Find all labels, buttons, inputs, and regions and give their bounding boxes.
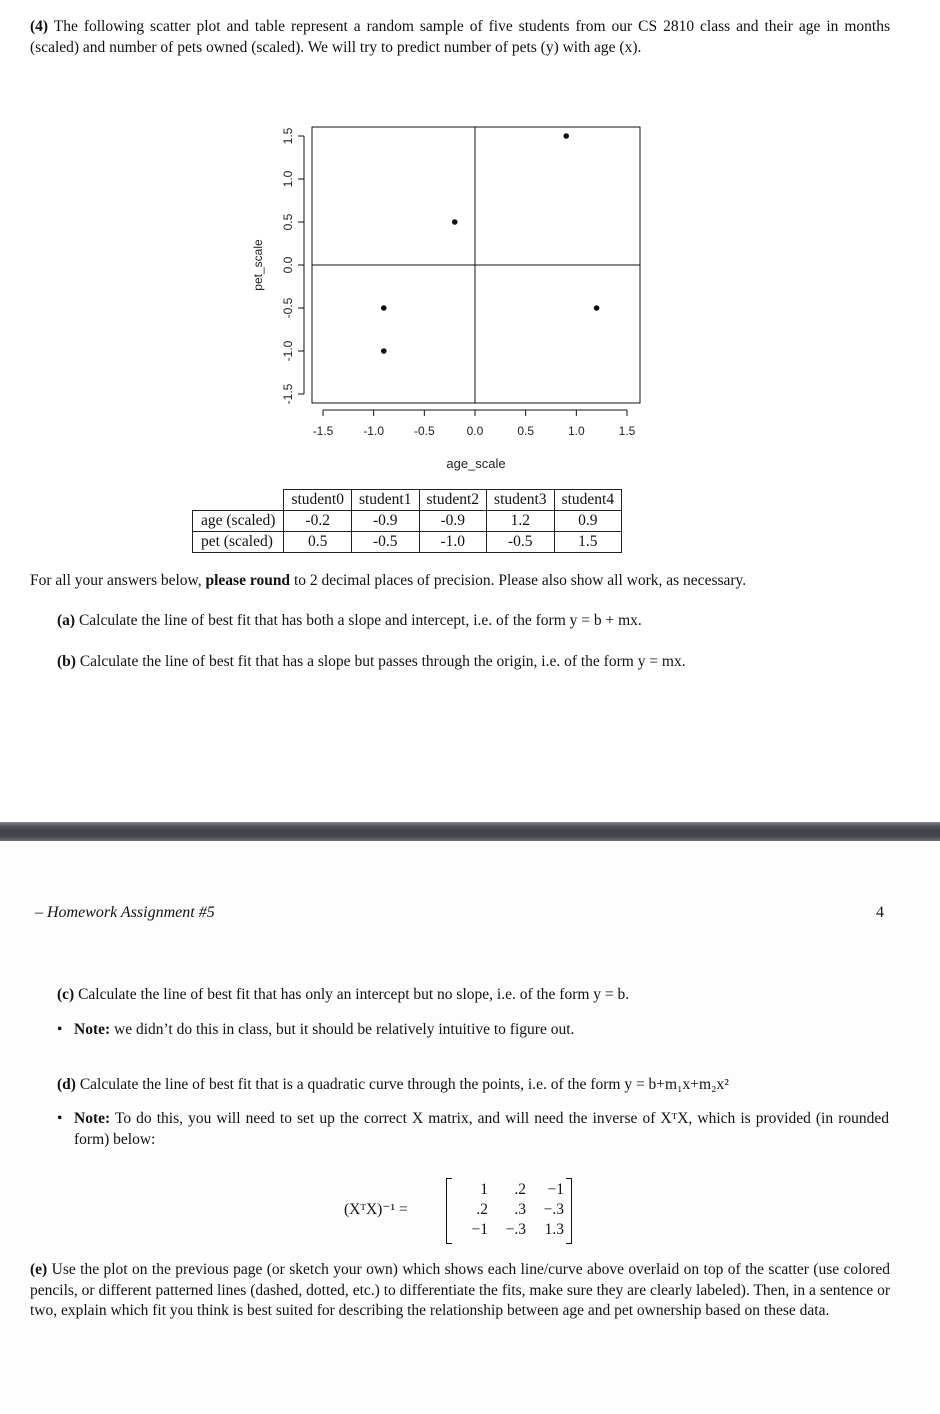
table-corner (193, 490, 284, 511)
part-b-label: (b) (57, 653, 76, 670)
matrix-row (452, 1220, 566, 1240)
note-d (57, 1109, 892, 1153)
part-a (57, 611, 897, 632)
x-tick-label: -1.0 (363, 424, 385, 438)
reference-lines (312, 127, 640, 403)
x-tick-label: 0.0 (466, 424, 484, 438)
matrix-cell: .2 (476, 1201, 488, 1218)
x-tick-label: 0.5 (517, 424, 535, 438)
table-header-cell: student3 (487, 490, 555, 511)
y-tick-label: 1.0 (281, 170, 295, 188)
part-c (57, 985, 897, 1006)
matrix-row (452, 1200, 566, 1220)
part-c-label: (c) (57, 986, 75, 1003)
table-header-cell: student0 (284, 490, 352, 511)
scatter-plot (240, 110, 660, 480)
y-tick-label: 0.5 (281, 213, 295, 231)
x-tick-label: -1.5 (312, 424, 334, 438)
problem-intro-text: The following scatter plot and table represent a random sample of five students from our CS 2810 class and their age in months (scaled) and number of pets owned (scaled). We will try to predict number of pets (y) with age (x). (30, 18, 890, 56)
part-d-label: (d) (57, 1076, 76, 1093)
table-row-label: pet (scaled) (193, 532, 284, 553)
part-b-text: Calculate the line of best fit that has a slope but passes through the origin, i.e. of the form y = mx. (79, 653, 686, 670)
table-cell: -0.5 (351, 532, 419, 553)
x-axis (313, 410, 636, 438)
data-point (381, 305, 387, 311)
table-row-pet (193, 532, 622, 553)
table-cell: -1.0 (419, 532, 487, 553)
matrix-right-bracket (566, 1178, 572, 1244)
note-c (57, 1020, 892, 1042)
instructions-pre: For all your answers below, (30, 572, 202, 589)
table-cell: -0.5 (487, 532, 555, 553)
table-cell: 0.5 (284, 532, 352, 553)
matrix-cell: −1 (471, 1221, 488, 1238)
note-c-body (74, 1020, 889, 1041)
matrix-grid (452, 1180, 566, 1240)
problem-intro (30, 17, 890, 58)
part-c-text: Calculate the line of best fit that has only an intercept but no slope, i.e. of the form y = b. (78, 986, 630, 1003)
note-label: Note: (74, 1110, 111, 1127)
footer-title: – Homework Assignment #5 (35, 904, 215, 921)
part-a-label: (a) (57, 612, 76, 629)
table-cell: -0.9 (351, 511, 419, 532)
part-e-label: (e) (30, 1261, 48, 1278)
table-header-cell: student1 (351, 490, 419, 511)
bullet-icon: • (57, 1110, 63, 1127)
note-d-body (74, 1109, 889, 1150)
y-tick-label: 1.5 (281, 127, 295, 145)
note-label: Note: (74, 1021, 111, 1038)
y-tick-label: -1.0 (281, 340, 295, 362)
part-d (57, 1075, 897, 1096)
y-axis (281, 127, 304, 404)
matrix-cell: −.3 (543, 1201, 564, 1218)
y-tick-label: -1.5 (281, 383, 295, 405)
note-d-text: To do this, you will need to set up the correct X matrix, and will need the inverse of XᵀX, which is provided (in rounded form) below: (74, 1110, 889, 1148)
problem-number: (4) (30, 18, 49, 35)
data-table (192, 489, 622, 553)
matrix-cell: .3 (514, 1201, 526, 1218)
data-point (452, 219, 458, 225)
table-cell: -0.2 (284, 511, 352, 532)
matrix-row (452, 1180, 566, 1200)
x-axis-label: age_scale (446, 456, 506, 471)
part-a-text: Calculate the line of best fit that has both a slope and intercept, i.e. of the form y = b + mx. (78, 612, 642, 629)
instructions-bold: please round (205, 572, 291, 589)
part-d-text: Calculate the line of best fit that is a quadratic curve through the points, i.e. of the form y = b+m₁x+m₂x² (79, 1076, 729, 1093)
table-cell: 1.2 (487, 511, 555, 532)
instructions (30, 571, 890, 592)
table-row-label: age (scaled) (193, 511, 284, 532)
matrix-cell: −.3 (505, 1221, 526, 1238)
page-number: 4 (876, 904, 884, 921)
matrix-cell: −1 (547, 1181, 564, 1198)
data-point (563, 133, 569, 139)
table-header-cell: student4 (554, 490, 622, 511)
x-tick-label: -0.5 (413, 424, 435, 438)
page-separator (0, 822, 940, 841)
matrix-cell: 1 (480, 1181, 488, 1198)
data-point (381, 348, 387, 354)
matrix-cell: .2 (514, 1181, 526, 1198)
table-cell: 1.5 (554, 532, 622, 553)
y-tick-label: -0.5 (281, 297, 295, 319)
x-tick-label: 1.5 (618, 424, 636, 438)
matrix-cell: 1.3 (544, 1221, 564, 1238)
y-tick-label: 0.0 (281, 256, 295, 274)
part-e-text: Use the plot on the previous page (or sketch your own) which shows each line/curve above overlaid on top of the scatter (use colored pencils, or different patterned lines (dashed, dotted, etc.) to differentiate the fits, make sure they are clearly labeled). Then, in a sentence or two, explain which fit you think is best suited for describing the relationship between age and pet ownership based on these data. (30, 1261, 891, 1319)
table-header-cell: student2 (419, 490, 487, 511)
matrix-label: (XᵀX)⁻¹ = (344, 1201, 408, 1218)
y-axis-label: pet_scale (251, 239, 265, 291)
part-e (30, 1260, 890, 1322)
x-tick-label: 1.0 (567, 424, 585, 438)
table-cell: -0.9 (419, 511, 487, 532)
instructions-post: to 2 decimal places of precision. Please also show all work, as necessary. (293, 572, 747, 589)
bullet-icon: • (57, 1021, 63, 1038)
data-points (381, 133, 599, 354)
note-c-text: we didn’t do this in class, but it should be relatively intuitive to figure out. (114, 1021, 575, 1038)
table-row-age (193, 511, 622, 532)
table-header-row (193, 490, 622, 511)
table-cell: 0.9 (554, 511, 622, 532)
data-point (594, 305, 600, 311)
part-b (57, 652, 897, 673)
